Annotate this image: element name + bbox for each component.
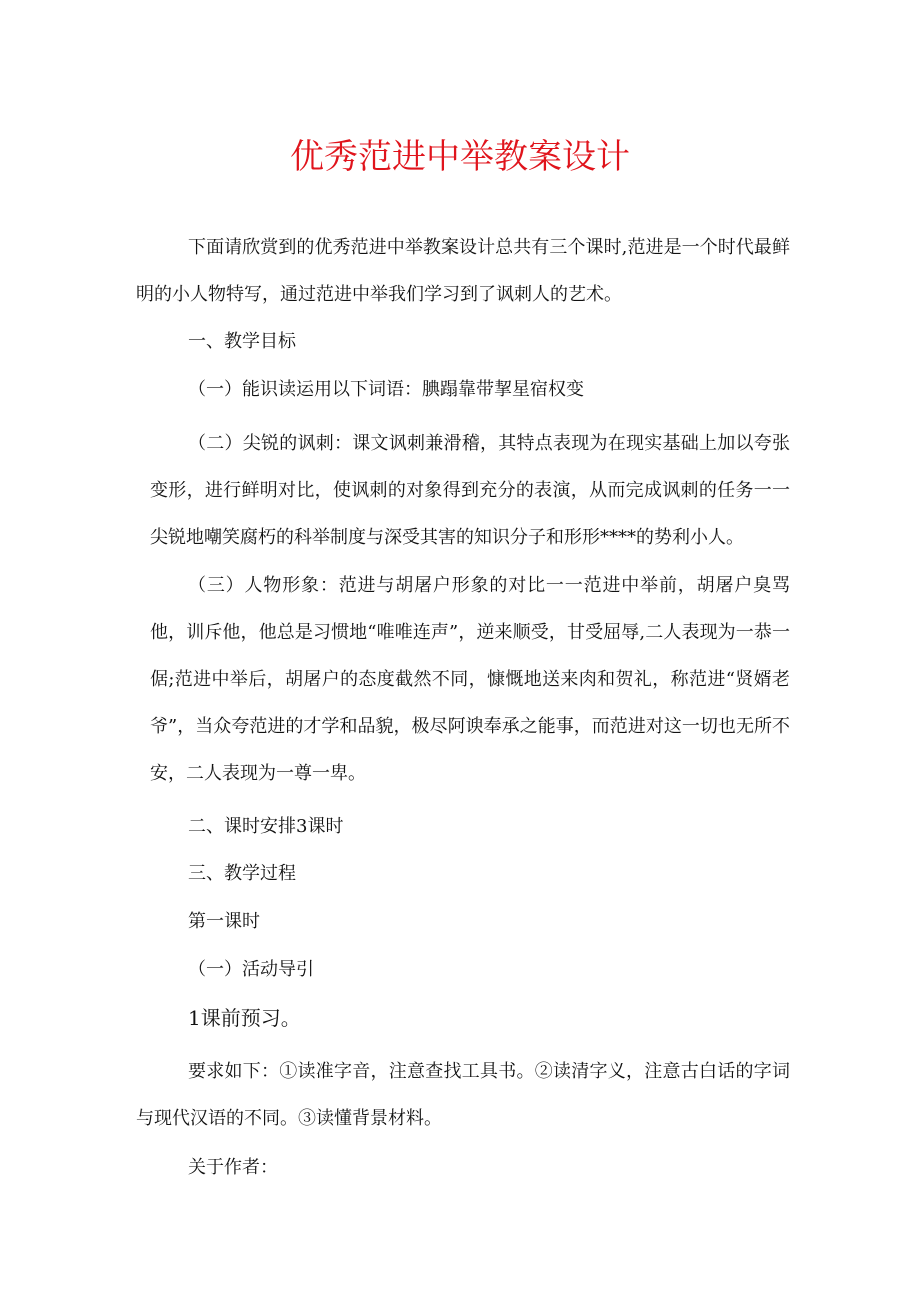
document-title: 优秀范进中举教案设计 xyxy=(290,137,630,177)
lesson-heading-1: 第一课时 xyxy=(188,911,260,932)
section-heading-process: 三、教学过程 xyxy=(188,863,296,884)
requirements-paragraph: 要求如下：①读准字音，注意查找工具书。②读清字义，注意古白话的字词与现代汉语的不同。③读懂背景材料。 xyxy=(136,1061,790,1129)
section-heading-schedule: 二、课时安排3课时 xyxy=(188,816,344,837)
activity-heading-1: （一）活动导引 xyxy=(188,959,314,980)
goal-item-1: （一）能识读运用以下词语：腆蹋靠带挈星宿权变 xyxy=(188,379,584,400)
step-item-1: 1课前预习。 xyxy=(188,1006,301,1030)
goal-item-2: （二）尖锐的讽刺：课文讽刺兼滑稽，其特点表现为在现实基础上加以夸张变形，进行鲜明对比，使讽刺的对象得到充分的表演，从而完成讽刺的任务一一尖锐地嘲笑腐朽的科举制度与深受其害的知识分子和形形****的势利小人。 xyxy=(150,433,790,548)
about-author-heading: 关于作者： xyxy=(188,1157,278,1178)
goal-item-3: （三）人物形象：范进与胡屠户形象的对比一一范进中举前，胡屠户臭骂他，训斥他，他总是习惯地“唯唯连声”，逆来顺受，甘受屈辱,二人表现为一恭一倨;范进中举后，胡屠户的态度截然不同，慷慨地送来肉和贺礼，称范进“贤婿老爷”，当众夸范进的才学和品貌，极尽阿谀奉承之能事，而范进对这一切也无所不安，二人表现为一尊一卑。 xyxy=(150,575,790,784)
section-heading-goals: 一、教学目标 xyxy=(188,331,296,352)
intro-paragraph: 下面请欣赏到的优秀范进中举教案设计总共有三个课时,范进是一个时代最鲜明的小人物特写，通过范进中举我们学习到了讽刺人的艺术。 xyxy=(136,237,790,305)
